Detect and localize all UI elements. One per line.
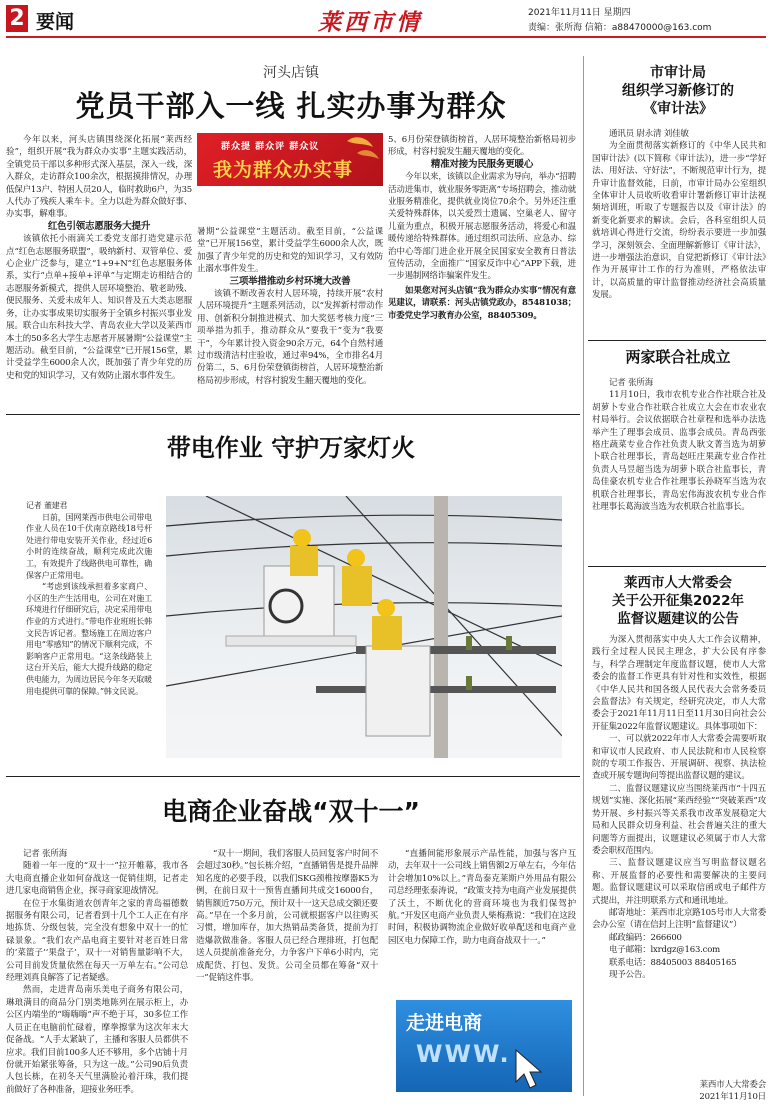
paragraph: 在位于水集街道农创青年之家的青岛福德数据服务有限公司，记者看到十几个工人正在有序地拣货、分级包装，完全没有想象中双十一的忙碌景象。“我们农产品电商主要针对老百姓日常的‘菜篮子’‘果盘子’，双十一对销售量影响不大，公司目前发货量依然在每天一万单左右。”公司总经理刘真良解答了记者疑惑。: [6, 898, 188, 984]
contact-info: 如果您对河头店镇“我为群众办实事”情况有意见建议，请联系：河头店镇党政办，85481038；市委党史学习教育办公室，88405309。: [388, 285, 576, 321]
subheading: 红色引领志愿服务大提升: [47, 220, 151, 232]
paragraph: “考虑到该线承担着多家商户、小区的生产生活用电，公司在对施工环境进行仔细研究后，决定采用带电作业的方式进行。”带电作业班班长韩文民告诉记者。整场施工在周边客户用电“零感知”的情况下顺利完成，不影响客户正常用电。“这条线路装上这台开关后，能大大提升线路的稳定供电能力，为周边居民今年冬天取暖用电提供可靠的保障。”韩文民说。: [26, 582, 152, 696]
article1-kicker: 河头店镇: [263, 65, 319, 81]
byline: 记者 张所海: [609, 378, 654, 388]
article3-body: [592, 377, 766, 513]
ecommerce-banner-image: [396, 1000, 572, 1092]
editor-line: 责编：张所海 信箱：a88470000@163.com: [528, 23, 712, 33]
column-divider: [583, 56, 584, 1096]
paragraph: 5、6月份荣登镇街榜首，人居环境整治新格局初步形成，村容村貌发生翻天覆地的变化。: [388, 135, 576, 158]
postcode: 邮政编码：266600: [609, 932, 682, 943]
article1-col1: [6, 134, 192, 423]
paragraph: 该镇不断改善农村人居环境，持续开展“农村人居环境提升”主题系列活动，以“发挥新村带动作用、创新积分制推进模式、加大奖惩考核力度”三项举措为抓手，推动群众从“要我干”变为“我要干”，今年累计投入资金90余万元，64个自然村通过市级清洁村庄验收，通过率94%，全市排名4月份第二，5、6月份荣登镇街榜首，人居环境整治新格局初步形成，村容村貌发生翻天覆地的变化。: [197, 289, 383, 386]
paragraph: 随着一年一度的“双十一”拉开帷幕，我市各大电商直播企业如何奋战这一促销佳期，记者走进几家电商销售企业，探寻商家迎战情况。: [6, 861, 188, 897]
paragraph: 为深入贯彻落实中央人大工作会议精神，践行全过程人民民主理念，扩大公民有序参与，科学合理制定年度监督议题，使市人大常委会的监督工作更具有针对性和实效性，根据《中华人民共和国各级人民代表大会常务委员会监督法》有关规定，经研究决定，市人大常委会于2021年11月11日至11月30日向社会公开征集2022年监督议题建议。具体事项如下：: [592, 635, 766, 732]
paragraph: 该镇依托小雨滴关工委党支部打造党建示范点“红色志愿服务联盟”，吸纳新村、双管单位、爱心企业广泛参与，建立“1+9+N”红色志愿服务体系，实行“点单+接单+评单”与定期走访相结合的志愿服务新模式，提供人居环境整治、敬老助残、便民服务、关爱未成年人、知识普及五大类志愿服务，让办实事成果切实服务于全镇乡村振兴事业发展。联合山东科技大学、青岛农业大学以及莱西市本土的50多名大学生志愿者开展暑期“公益课堂”主题活动。截至目前，“公益课堂”已开展156堂，累计受益学生6000余人次，既加强了青少年党的历史和党的知识学习，又有效防止溺水事件发生。: [6, 234, 192, 381]
article2-body: [592, 128, 766, 302]
article6-col2: [196, 848, 378, 1100]
banner-title: 走进电商: [406, 1012, 483, 1034]
paragraph: 三、监督议题建议应当写明监督议题名称、开展监督的必要性和需要解决的主要问题。监督议题建议可以采取信函或电子邮件方式提出，并注明联系方式和通讯地址。: [592, 858, 766, 906]
byline: 记者 董建君: [26, 501, 68, 510]
power-line-work-photo: [166, 496, 562, 758]
byline: 记者 张所海: [23, 849, 68, 859]
article1-banner-image: [197, 133, 383, 186]
paragraph: 为全面贯彻落实新修订的《中华人民共和国审计法》(以下简称《审计法》)，进一步“学好法、用好法、守好法”，不断规范审计行为，提升审计监督效能，日前，市审计局办公室组织全体审计人员收听收看审计署新修订审计法视频培训班，听取了专题报告以及《审计法》的新变化新要求的解读。会后，各科室组织人员就培训心得进行交流，纷纷表示要进一步加强学习，深刻领会、全面理解新修订《审计法》，进一步增强法治意识，自觉把新修订《审计法》作为开展审计工作的行为准则，严格依法审计，以高质量的审计监督推动经济社会高质量发展。: [592, 141, 766, 301]
closing: 现予公告。: [609, 969, 651, 980]
paragraph: 日前，国网莱西市供电公司带电作业人员在10千伏南京路线18号杆处进行带电安装开关作业，经过近6小时的连续奋战，顺利完成此次施工，有效提升了线路供电可靠性，确保客户正常用电。: [26, 512, 152, 580]
banner-line1: 群众提 群众评 群众议: [221, 142, 320, 152]
signature-date: 2021年11月10日: [699, 1092, 766, 1103]
paragraph: 11月10日，我市农机专业合作社联合社及胡萝卜专业合作社联合社成立大会在市农业农村局举行。会议依据联合社章程和选举办法选举产生了理事会成员、监事会成员。青岛西张格庄蔬菜专业合作社负责人耿文菁当选为胡萝卜联合社理事长，青岛赵旺庄果蔬专业合作社负责人马昱超当选为胡萝卜联合社监事长，青岛佳豪农机专业合作社理事长孙晓军当选为农机联合社理事长，青岛宏伟海波农机专业合作社理事长葛海波当选为农机联合社监事长。: [592, 390, 766, 513]
article6-col3: [388, 848, 576, 988]
article6-col1: [6, 848, 188, 1100]
article1-col2: [197, 226, 383, 388]
article5-body: [592, 634, 766, 981]
paragraph: 然而，走进青岛南乐美电子商务有限公司，琳琅满目的商品分门别类地陈列在展示柜上，办公区内端坐的“嗨嗨嗨”声不绝于耳，30多位工作人员正在电脑前忙碌着，摩拳擦掌为这次年末大促备战。“人手太紧缺了，主播和客服人员都供不应求。我们目前100多人还不够用，多个店铺十月份就开始紧张筹备，只为这一战。”公司90后负责人包长栋，在初冬天气里满脸沁着汗珠，我们提前做好了各种准备，迎接业务旺季。: [6, 985, 188, 1095]
signature: 莱西市人大常委会: [699, 1080, 766, 1090]
paragraph: 今年以来，该镇以企业需求为导向，举办“招聘活动进集市，就业服务零距离”专场招聘会，推动就业服务精准化，提供就业岗位70余个。另外还注重关爱特殊群体，以关爱烈士遗属、空巢老人、留守儿童为重点，积极开展志愿服务活动，将爱心和温暖传递给特殊群体。通过组织司法所、应急办、综治中心等部门进企业开展全民国家安全教育日普法宣传活动，全面推广“国家反诈中心”APP下载，进一步遏制网络诈骗案件发生。: [388, 172, 576, 282]
paragraph: 暑期“公益课堂”主题活动。截至目前，“公益课堂”已开展156堂，累计受益学生6000余人次，既加强了青少年党的历史和党的知识学习，又有效防止溺水事件发生。: [197, 227, 383, 275]
divider: [6, 414, 580, 415]
masthead-divider: [6, 36, 766, 38]
subheading: 精准对接为民服务更暖心: [430, 158, 534, 170]
paragraph: 二、监督议题建议应当围绕莱西市“十四五规划”实施、深化拓展“莱西经验”“突破莱西”攻势开展、乡村振兴等关系我市改革发展稳定大局和人民群众切身利益、社会普遍关注的重大问题等方面提出，议题建议必须属于市人大常委会职权范围内。: [592, 783, 766, 856]
article6-headline: 电商企业奋战“双十一”: [162, 797, 420, 826]
article5-headline: 莱西市人大常委会 关于公开征集2022年 监督议题建议的公告: [611, 575, 745, 627]
paragraph: 一、可以就2022年市人大常委会需要听取和审议市人民政府、市人民法院和市人民检察院的专项工作报告、开展调研、视察、执法检查或开展专题询问等提出监督议题的建议。: [592, 734, 766, 782]
divider: [588, 340, 766, 341]
page-number-badge: 2: [6, 5, 28, 32]
phone: 联系电话：88405003 88405165: [609, 957, 737, 968]
article3-headline: 两家联合社成立: [625, 348, 731, 366]
banner-subtitle: WWW.: [416, 1040, 511, 1068]
banner-line2: 我为群众办实事: [213, 159, 354, 181]
section-title: 要闻: [36, 11, 75, 33]
article5-signature: [592, 1079, 766, 1104]
newspaper-logo: 莱西市情: [318, 9, 422, 36]
paragraph: “双十一期间，我们客服人员回复客户时间不会超过30秒。”包长栋介绍，“直播销售是提升品牌知名度的必要手段，以我们SKG颈椎按摩器K5为例，在前日双十一预售直播间共成交16000台，销售额近750万元，预计双十一这天总成交额还要高。”早在一个多月前，公司就根据客户以往购买习惯，增加库存，加大热销品类备货，提前为打造爆款做准备。客服人员已经合理排班，打包配送人员提前准备充分，力争客户下单6小时内，完成配货、打包、发货。公司全员都在筹备“双十一”促销这件事。: [196, 849, 378, 984]
divider: [6, 776, 580, 777]
byline: 通讯员 尉永清 刘佳敏: [609, 129, 689, 139]
paragraph: “直播间能形象展示产品性能，加强与客户互动，去年双十一公司线上销售额2万单左右，今年估计会增加10%以上。”青岛泰克莱斯户外用品有限公司总经理张泰涛说，“政策支持为电商产业发展提供了沃土，不断优化的营商环境也为我们保驾护航。”开发区电商产业负责人柴梅燕说：“我们在这段时间，积极协调物流企业做好收单配送和电商产业园区电力保障工作，助力电商奋战双十一。”: [388, 849, 576, 946]
paragraph: 邮寄地址：莱西市北京路105号市人大常委会办公室（请在信封上注明“监督建议”）: [592, 907, 766, 931]
article2-headline: 市审计局 组织学习新修订的 《审计法》: [622, 65, 734, 117]
subheading: 三项举措推动乡村环境大改善: [229, 275, 351, 287]
article4-headline: 带电作业 守护万家灯火: [166, 434, 416, 462]
article4-body: [26, 500, 152, 697]
email: 电子邮箱：lxrdgz@163.com: [609, 945, 721, 956]
article1-col3: [388, 134, 576, 322]
divider: [588, 566, 766, 567]
issue-date: 2021年11月11日 星期四: [528, 8, 631, 18]
article1-headline: 党员干部入一线 扎实办事为群众: [75, 89, 507, 123]
paragraph: 今年以来，河头店镇围绕深化拓展“莱西经验”，组织开展“我为群众办实事”主题实践活动，全镇党员干部以多种形式深入基层，深入一线，深入群众，走访群众100余次，根据摸排情况，办理低保户13户、特困人员20人，临时救助6户，为35人代办了残疾人乘车卡。全力以赴为群众做好事、办实事，解难事。: [6, 135, 192, 220]
